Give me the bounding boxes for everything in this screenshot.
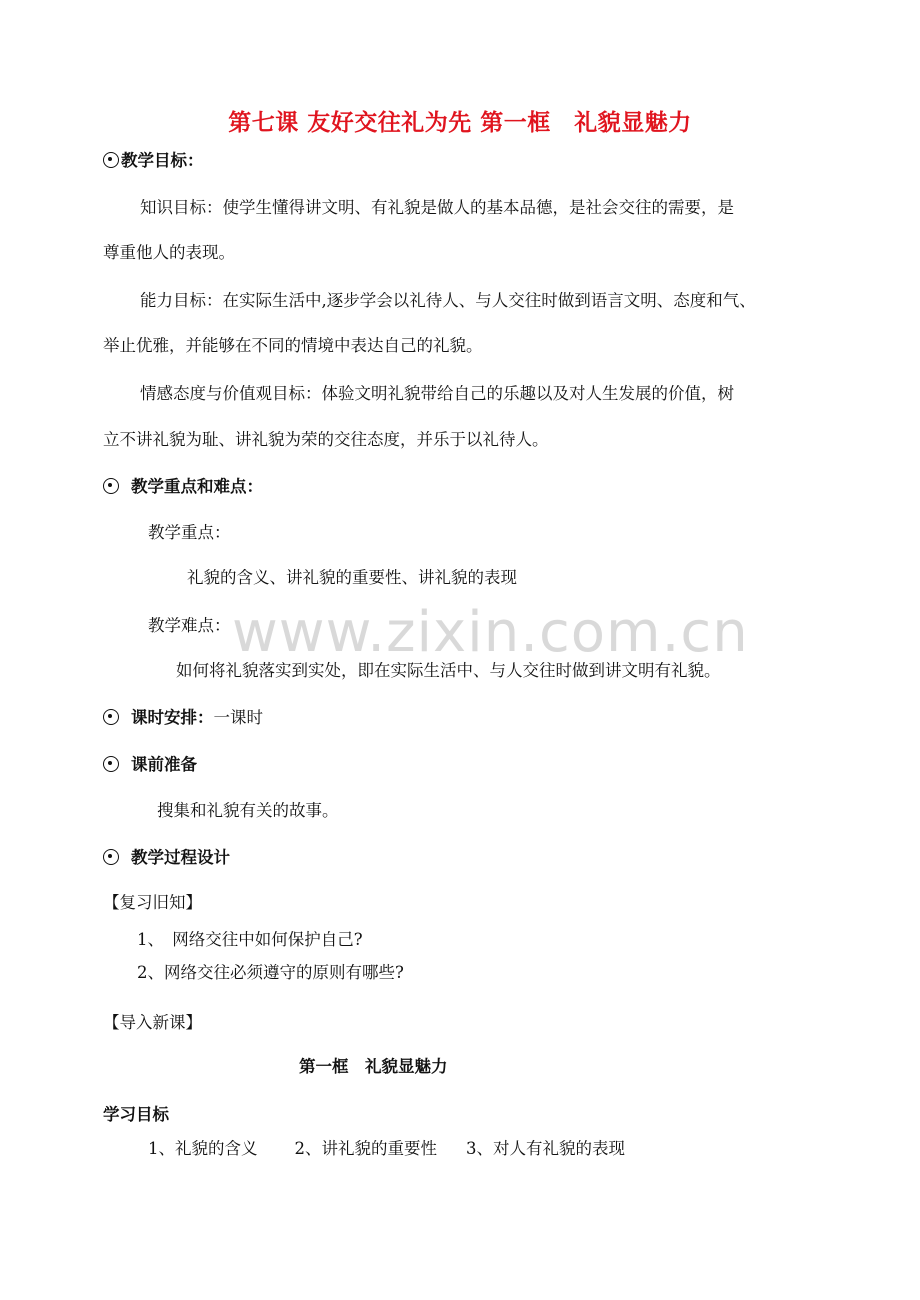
knowledge-objective-line1: 知识目标：使学生懂得讲文明、有礼貌是做人的基本品德，是社会交往的需要，是 — [140, 198, 734, 217]
review-question-2: 2、网络交往必须遵守的原则有哪些? — [137, 963, 404, 982]
circle-dot-icon — [103, 849, 119, 865]
process-heading: 教学过程设计 — [103, 847, 230, 869]
goal-item-1: 1、礼貌的含义 — [148, 1139, 258, 1158]
schedule-value: 一课时 — [213, 708, 263, 727]
ability-objective-line2: 举止优雅，并能够在不同的情境中表达自己的礼貌。 — [103, 336, 483, 355]
circle-dot-icon — [103, 152, 119, 168]
circle-dot-icon — [103, 709, 119, 725]
knowledge-objective-line2: 尊重他人的表现。 — [103, 243, 235, 262]
watermark: www.zixin.com.cn — [232, 600, 749, 665]
difficulty-label: 教学难点： — [148, 616, 231, 635]
emotion-objective-line1: 情感态度与价值观目标：体验文明礼貌带给自己的乐趣以及对人生发展的价值，树 — [140, 384, 734, 403]
difficulty-text: 如何将礼貌落实到实处，即在实际生活中、与人交往时做到讲文明有礼貌。 — [176, 661, 721, 680]
objectives-heading: 教学目标： — [103, 150, 204, 172]
learning-goals-heading: 学习目标 — [103, 1105, 169, 1124]
preparation-text: 搜集和礼貌有关的故事。 — [157, 801, 339, 820]
ability-objective-line1: 能力目标：在实际生活中,逐步学会以礼待人、与人交往时做到语言文明、态度和气、 — [140, 291, 756, 310]
review-question-1: 1、 网络交往中如何保护自己? — [137, 930, 363, 949]
focus-label: 教学重点： — [148, 523, 231, 542]
review-label: 【复习旧知】 — [103, 893, 202, 912]
emotion-objective-line2: 立不讲礼貌为耻、讲礼貌为荣的交往态度，并乐于以礼待人。 — [103, 430, 549, 449]
schedule-line — [103, 707, 263, 729]
key-points-heading: 教学重点和难点： — [103, 476, 263, 498]
circle-dot-icon — [103, 478, 119, 494]
preparation-heading: 课前准备 — [103, 754, 197, 776]
learning-goals-list — [148, 1138, 625, 1160]
focus-text: 礼貌的含义、讲礼貌的重要性、讲礼貌的表现 — [187, 568, 517, 587]
intro-label: 【导入新课】 — [103, 1013, 202, 1032]
goal-item-3: 3、对人有礼貌的表现 — [466, 1139, 625, 1158]
document-title: 第七课 友好交往礼为先 第一框 礼貌显魅力 — [228, 110, 692, 136]
circle-dot-icon — [103, 756, 119, 772]
frame-title: 第一框 礼貌显魅力 — [299, 1057, 448, 1076]
goal-item-2: 2、讲礼貌的重要性 — [294, 1139, 437, 1158]
schedule-heading: 课时安排： — [131, 708, 214, 727]
